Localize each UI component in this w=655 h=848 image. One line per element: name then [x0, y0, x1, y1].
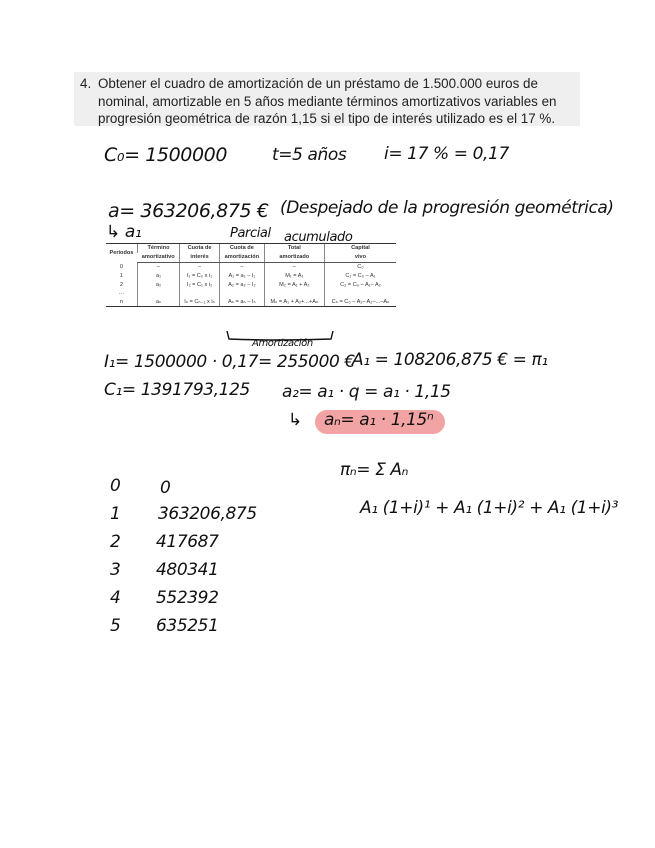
note-a-comment: (Despejado de la progresión geométrica)	[280, 198, 614, 218]
table-cell: M₂ = A₁ + A₂	[264, 280, 324, 289]
note-pi-sum: πₙ= Σ Aₙ	[340, 460, 409, 480]
table-header-row	[106, 253, 396, 262]
table-cell	[324, 289, 396, 298]
table-cell: Cₙ = C₀ – A₁– A₂–...–Aₙ	[324, 298, 396, 307]
table-cell: C₁ = C₀ – A₁	[324, 271, 396, 280]
header-cell: Total	[264, 244, 324, 253]
note-acumulado: acumulado	[284, 230, 353, 245]
table-cell: …	[118, 290, 125, 297]
list-item-value: 635251	[156, 616, 219, 636]
table-row	[106, 280, 396, 289]
problem-text: Obtener el cuadro de amortización de un préstamo de 1.500.000 euros de nominal, amortizable en 5 años mediante términos amortizativos variables en progresión geométrica de razón 1,15 si el tipo de interés utilizado es el 17 %.	[98, 76, 557, 126]
table-cell: I₁ = C₀ x i₁	[180, 271, 220, 280]
table-cell: a₂	[137, 280, 179, 289]
table-cell: I₂ = C₁ x i₂	[180, 280, 220, 289]
header-cell: Cuota de	[180, 244, 220, 253]
note-c0: C₀= 1500000	[104, 144, 228, 166]
note-A1: A₁ = 108206,875 € = π₁	[352, 350, 548, 370]
table-cell: Iₙ = Cₙ₋₁ x iₙ	[180, 298, 220, 307]
table-cell: –	[137, 262, 179, 271]
list-item-value: 552392	[156, 588, 219, 608]
note-amortizacion: Amortización	[252, 338, 313, 349]
note-pi-expand: A₁ (1+i)¹ + A₁ (1+i)² + A₁ (1+i)³	[360, 498, 619, 518]
table-cell: A₂ = a₂ – I₂	[220, 280, 265, 289]
list-item-index: 0	[110, 476, 121, 496]
list-item-value: 417687	[156, 532, 219, 552]
note-parcial: Parcial	[230, 226, 271, 241]
header-cell: interés	[180, 253, 220, 262]
table-cell: A₁ = a₁ – I₁	[220, 271, 265, 280]
table-cell	[220, 289, 265, 298]
table-cell: –	[264, 262, 324, 271]
note-an-formula: aₙ= a₁ · 1,15ⁿ	[324, 410, 434, 430]
list-item-index: 1	[110, 504, 121, 524]
table-cell: 2	[119, 281, 124, 288]
note-i: i= 17 % = 0,17	[384, 144, 509, 164]
table-cell: 0	[119, 263, 124, 270]
table-cell: C₀	[324, 262, 396, 271]
problem-statement	[74, 72, 580, 126]
table-cell: Aₙ = aₙ – Iₙ	[220, 298, 265, 307]
table-cell: a₁	[137, 271, 179, 280]
table-header-row	[106, 244, 396, 253]
note-an-arrow: ↳	[288, 410, 302, 430]
header-cell: amortización	[220, 253, 265, 262]
list-item-index: 4	[110, 588, 121, 608]
header-cell: Término	[137, 244, 179, 253]
table-cell: aₙ	[137, 298, 179, 307]
table-cell: C₂ = C₀ – A₁– A₂	[324, 280, 396, 289]
table-cell: Mₙ = A₁ + A₂+...+Aₙ	[264, 298, 324, 307]
list-item-value: 480341	[156, 560, 219, 580]
table-row	[106, 298, 396, 307]
header-cell: Cuota de	[220, 244, 265, 253]
problem-number: 4.	[80, 76, 92, 91]
header-cell: Periodos	[106, 244, 137, 263]
list-item-index: 3	[110, 560, 121, 580]
note-t: t=5 años	[272, 145, 347, 165]
header-cell: Capital	[324, 244, 396, 253]
note-c1: C₁= 1391793,125	[104, 380, 250, 400]
table-cell: 1	[119, 272, 124, 279]
table-cell	[137, 289, 179, 298]
list-item-value: 0	[160, 478, 171, 498]
header-cell: amortizativo	[137, 253, 179, 262]
table-row	[106, 271, 396, 280]
table-row	[106, 262, 396, 271]
header-cell: amortizado	[264, 253, 324, 262]
table-row	[106, 289, 396, 298]
table-cell: n	[106, 298, 137, 307]
header-cell: vivo	[324, 253, 396, 262]
note-a2: a₂= a₁ · q = a₁ · 1,15	[282, 382, 451, 402]
note-a1-arrow: ↳ a₁	[106, 222, 142, 242]
note-i1: I₁= 1500000 · 0,17= 255000 €	[104, 352, 355, 372]
note-a: a= 363206,875 €	[108, 200, 269, 222]
table-cell: –	[180, 262, 220, 271]
list-item-index: 2	[110, 532, 121, 552]
table-cell: –	[220, 262, 265, 271]
table-cell	[264, 289, 324, 298]
list-item-index: 5	[110, 616, 121, 636]
table-cell	[180, 289, 220, 298]
table-cell: M₁ = A₁	[264, 271, 324, 280]
amortization-table	[106, 243, 396, 307]
list-item-value: 363206,875	[158, 504, 257, 524]
